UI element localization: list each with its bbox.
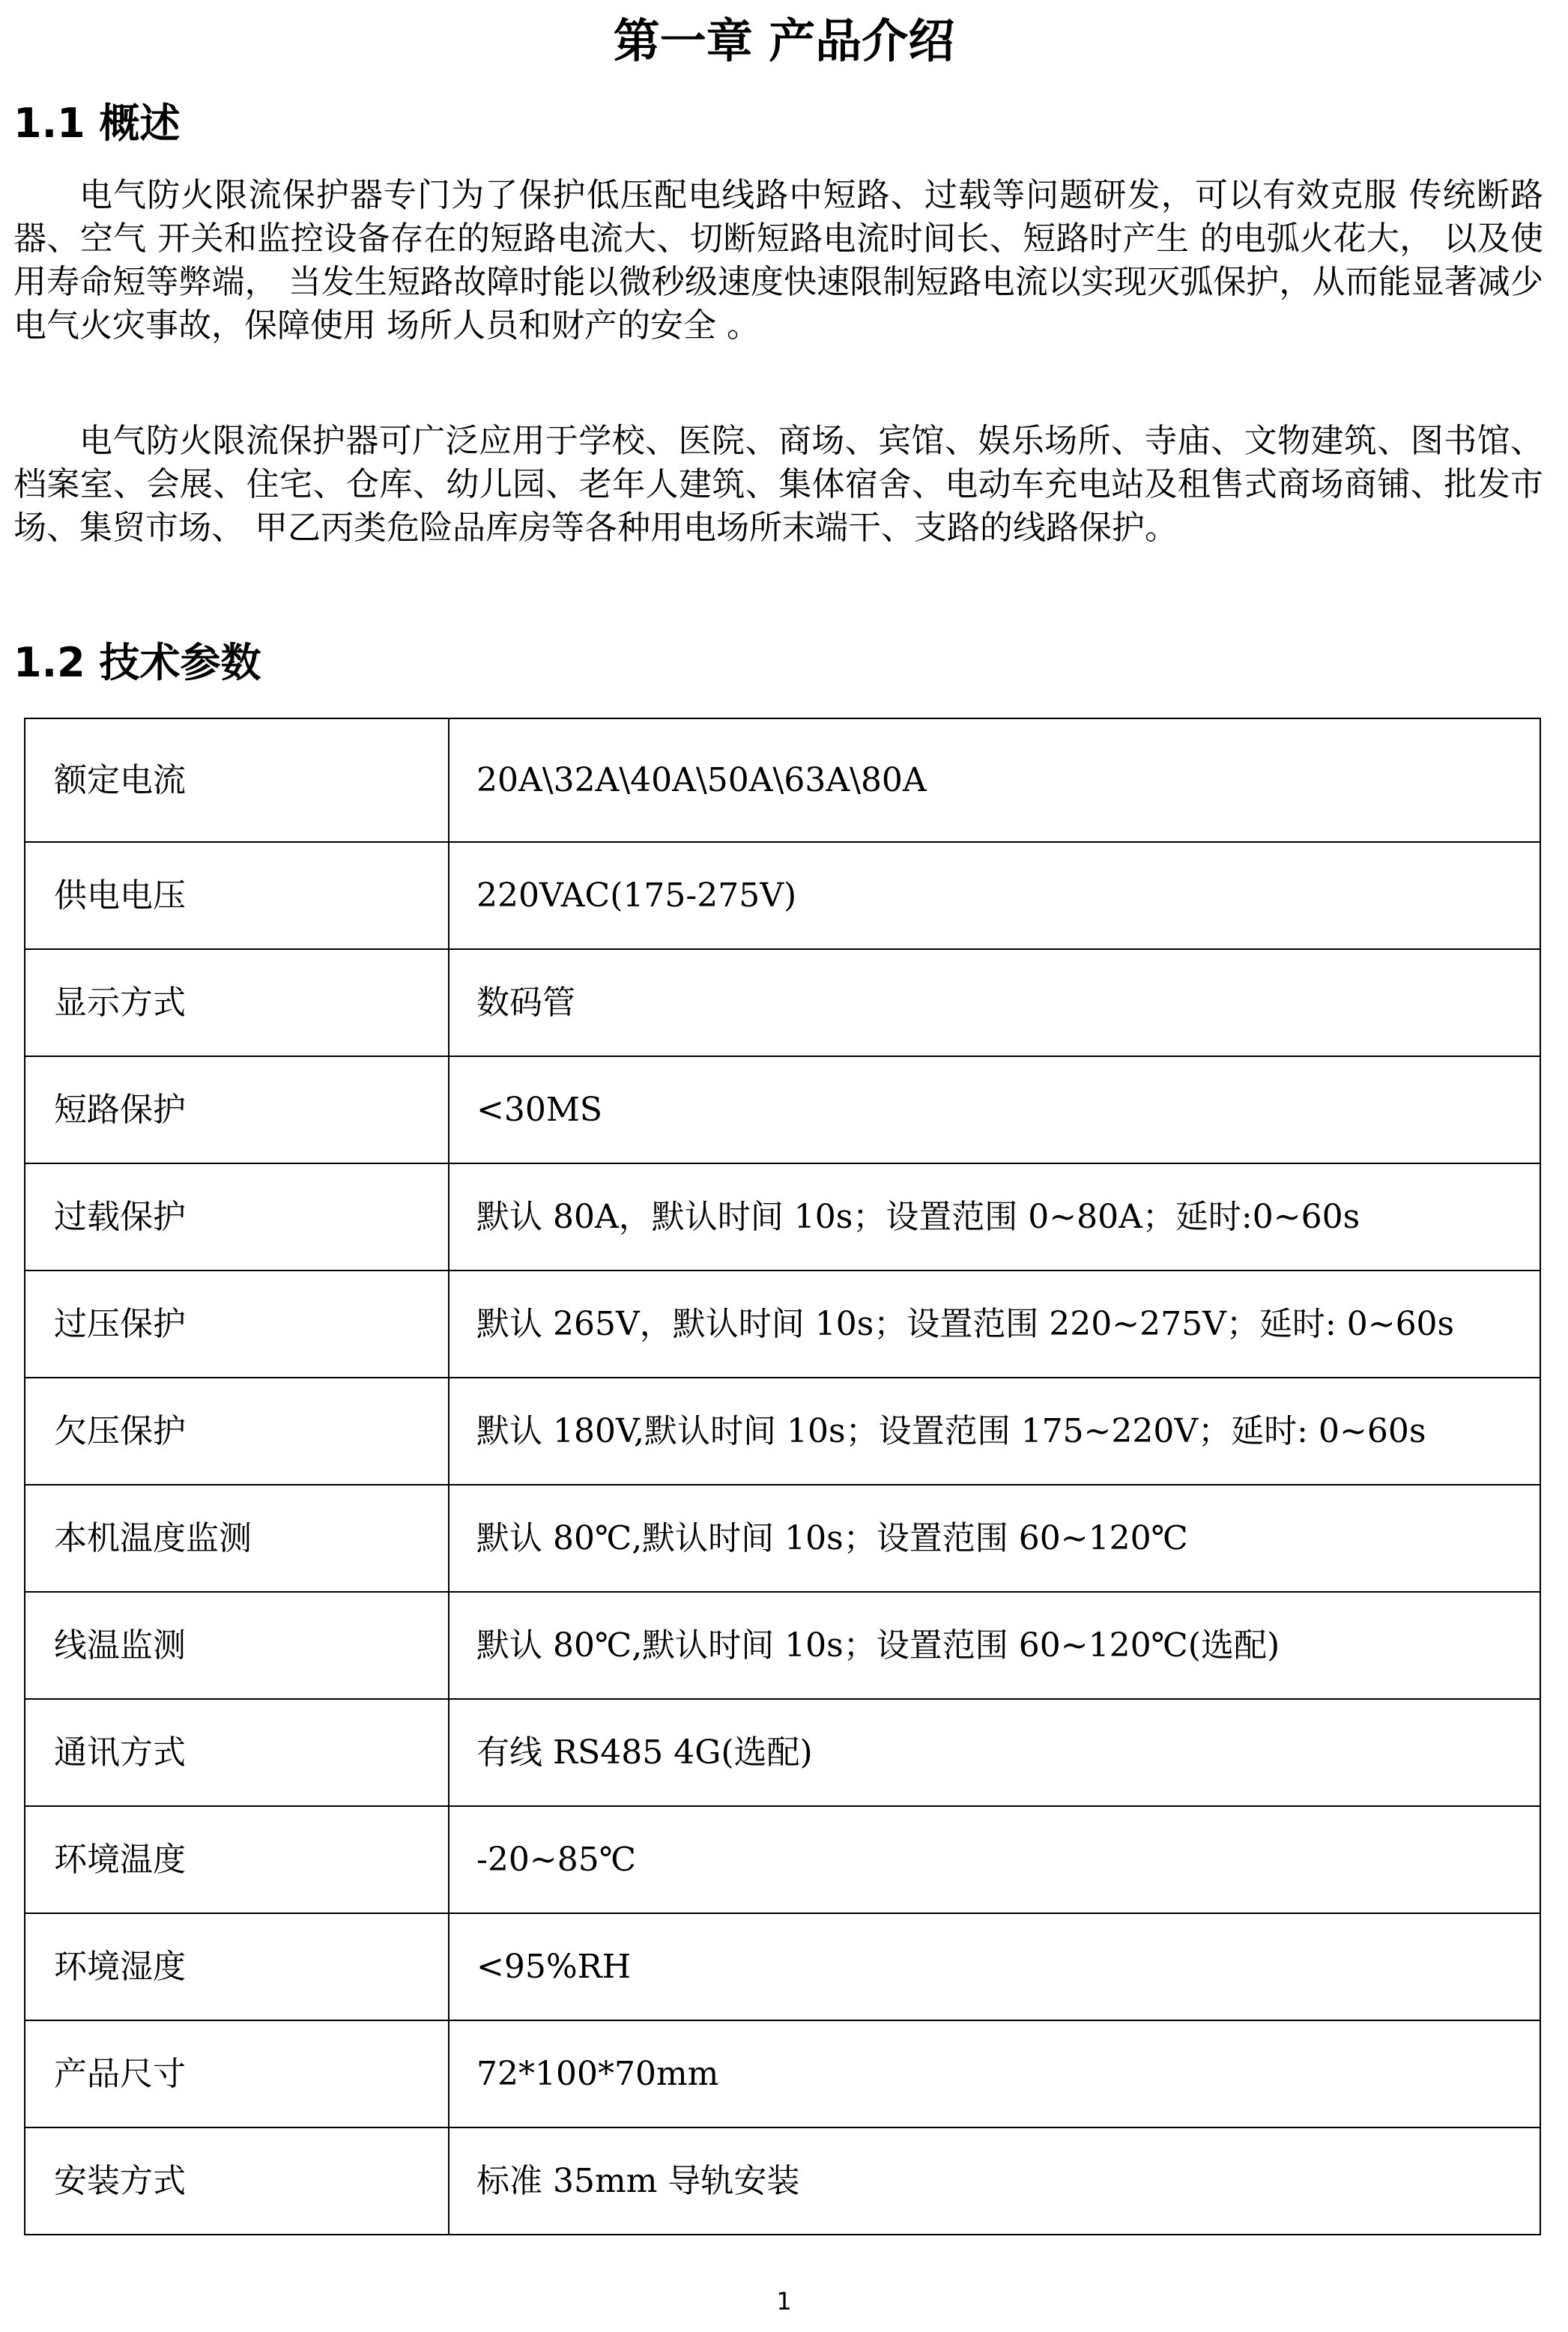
spec-key: 过压保护 xyxy=(25,1271,449,1378)
table-row xyxy=(25,949,1540,1056)
spec-table xyxy=(24,718,1541,2235)
spec-value: <95%RH xyxy=(449,1913,1540,2020)
spec-value: 72*100*70mm xyxy=(449,2020,1540,2127)
table-row xyxy=(25,2127,1540,2235)
spec-key: 环境温度 xyxy=(25,1806,449,1913)
spec-value: 默认 180V,默认时间 10s；设置范围 175~220V；延时: 0~60s xyxy=(449,1378,1540,1485)
spec-key: 本机温度监测 xyxy=(25,1485,449,1592)
table-row xyxy=(25,842,1540,949)
table-row xyxy=(25,1163,1540,1271)
chapter-title: 第一章 产品介绍 xyxy=(613,13,955,68)
overview-paragraph-2: 电气防火限流保护器可广泛应用于学校、医院、商场、宾馆、娱乐场所、寺庙、文物建筑、图书馆、档案室、会展、住宅、仓库、幼儿园、老年人建筑、集体宿舍、电动车充电站及租售式商场商铺、批发市场、集贸市场、 甲乙丙类危险品库房等各种用电场所末端干、支路的线路保护。 xyxy=(13,422,1543,547)
table-row xyxy=(25,1913,1540,2020)
spec-key: 短路保护 xyxy=(25,1056,449,1163)
spec-key: 额定电流 xyxy=(25,718,449,842)
spec-value: 默认 80℃,默认时间 10s；设置范围 60~120℃(选配) xyxy=(449,1592,1540,1699)
spec-key: 通讯方式 xyxy=(25,1699,449,1806)
table-row xyxy=(25,1485,1540,1592)
spec-value: 标准 35mm 导轨安装 xyxy=(449,2127,1540,2235)
section-heading-overview: 1.1 概述 xyxy=(13,100,181,147)
spec-value: 数码管 xyxy=(449,949,1540,1056)
spec-value: 默认 265V，默认时间 10s；设置范围 220~275V；延时: 0~60s xyxy=(449,1271,1540,1378)
section-heading-specs: 1.2 技术参数 xyxy=(13,639,261,686)
spec-key: 显示方式 xyxy=(25,949,449,1056)
table-row xyxy=(25,1699,1540,1806)
spec-value: -20~85℃ xyxy=(449,1806,1540,1913)
table-row xyxy=(25,2020,1540,2127)
table-row xyxy=(25,718,1540,842)
spec-key: 产品尺寸 xyxy=(25,2020,449,2127)
page-number: 1 xyxy=(776,2287,792,2316)
spec-value: 220VAC(175-275V) xyxy=(449,842,1540,949)
table-row xyxy=(25,1806,1540,1913)
spec-value: 有线 RS485 4G(选配) xyxy=(449,1699,1540,1806)
spec-value: 20A\32A\40A\50A\63A\80A xyxy=(449,718,1540,842)
table-row xyxy=(25,1056,1540,1163)
table-row xyxy=(25,1271,1540,1378)
spec-value: <30MS xyxy=(449,1056,1540,1163)
spec-value: 默认 80A，默认时间 10s；设置范围 0~80A；延时:0~60s xyxy=(449,1163,1540,1271)
spec-key: 欠压保护 xyxy=(25,1378,449,1485)
spec-key: 安装方式 xyxy=(25,2127,449,2235)
table-row xyxy=(25,1378,1540,1485)
overview-paragraph-1: 电气防火限流保护器专门为了保护低压配电线路中短路、过载等问题研发，可以有效克服 传统断路器、空气 开关和监控设备存在的短路电流大、切断短路电流时间长、短路时产生 的电弧火花大， 以及使用寿命短等弊端， 当发生短路故障时能以微秒级速度快速限制短路电流以实现灭弧保护，从而能显著减少电气火灾事故，保障使用 场所人员和财产的安全 。 xyxy=(13,176,1543,345)
table-row xyxy=(25,1592,1540,1699)
spec-value: 默认 80℃,默认时间 10s；设置范围 60~120℃ xyxy=(449,1485,1540,1592)
spec-key: 环境湿度 xyxy=(25,1913,449,2020)
spec-key: 过载保护 xyxy=(25,1163,449,1271)
spec-key: 供电电压 xyxy=(25,842,449,949)
spec-key: 线温监测 xyxy=(25,1592,449,1699)
